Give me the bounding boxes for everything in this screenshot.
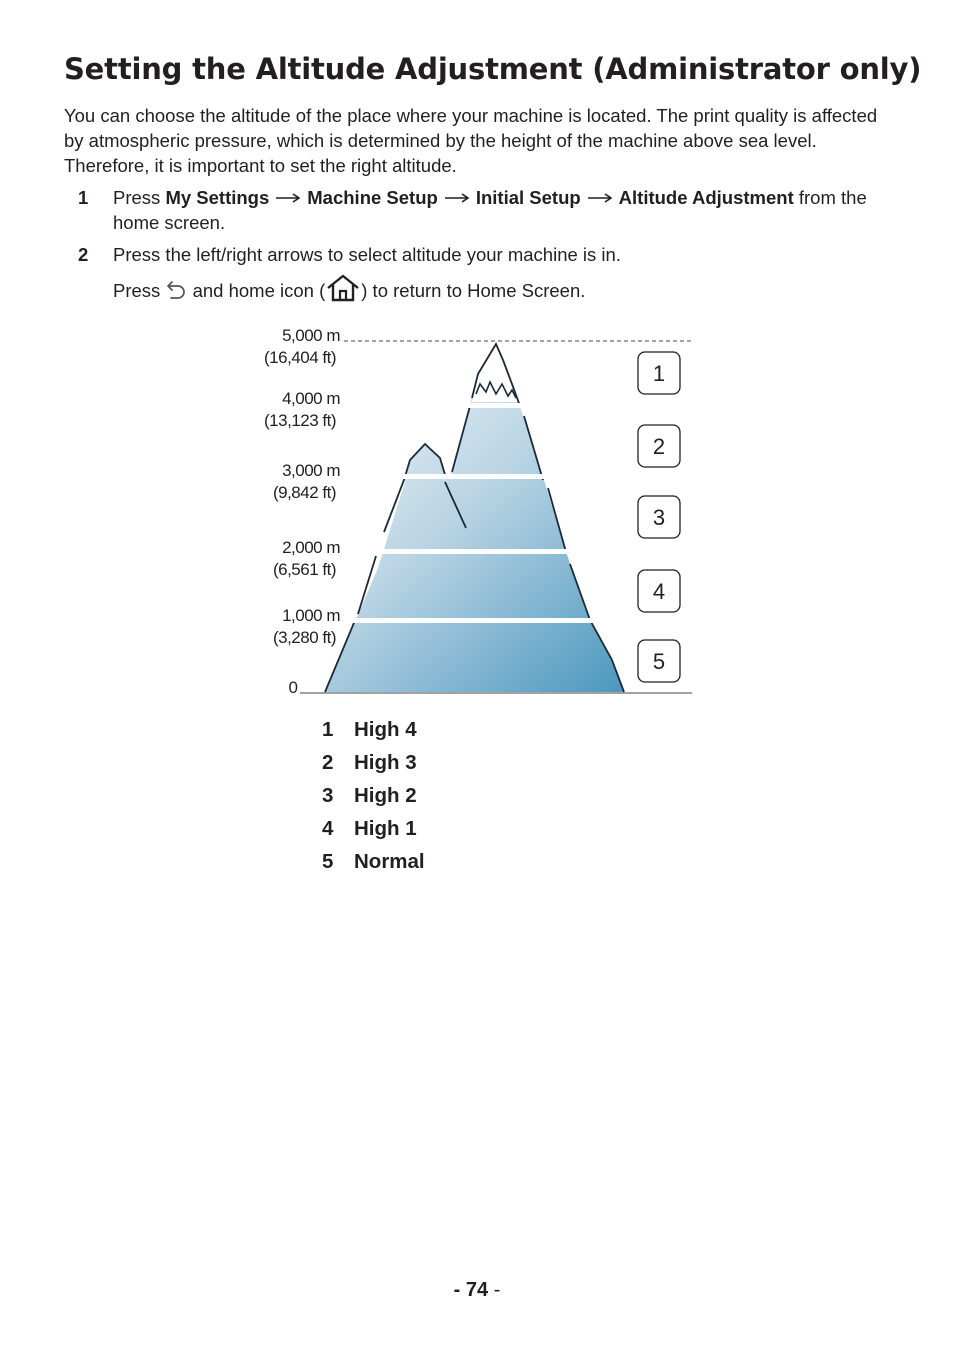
legend-item xyxy=(322,812,425,845)
step-prefix: Press xyxy=(113,187,166,208)
legend-number: 4 xyxy=(322,817,334,840)
svg-text:1: 1 xyxy=(652,361,666,386)
step-text-part: Press xyxy=(113,280,166,301)
step-text-part: ) to return to Home Screen. xyxy=(361,280,586,301)
home-icon xyxy=(325,274,361,308)
badge-2 xyxy=(638,425,680,467)
band-separator xyxy=(360,549,590,554)
menu-machine-setup: Machine Setup xyxy=(307,187,438,208)
altitude-diagram xyxy=(0,320,954,700)
legend-number: 5 xyxy=(322,850,334,873)
altitude-legend xyxy=(322,713,425,878)
legend-number: 2 xyxy=(322,751,334,774)
altitude-label-m: 1,000 m xyxy=(282,606,340,625)
legend-label: High 3 xyxy=(354,751,417,774)
right-arrow-icon xyxy=(444,185,470,210)
altitude-label-m: 2,000 m xyxy=(282,538,340,557)
right-arrow-icon xyxy=(275,185,301,210)
legend-label: Normal xyxy=(354,850,425,873)
legend-item xyxy=(322,713,425,746)
page-title: Setting the Altitude Adjustment (Administrator only) xyxy=(64,52,922,86)
step-number: 2 xyxy=(78,244,89,265)
menu-my-settings: My Settings xyxy=(165,187,270,208)
svg-text:3: 3 xyxy=(652,505,666,530)
altitude-label-ft: (13,123 ft) xyxy=(264,411,336,430)
step-suffix: from the home screen. xyxy=(113,187,867,233)
legend-number: 1 xyxy=(322,718,334,741)
legend-item xyxy=(322,746,425,779)
step-text-part: and home icon ( xyxy=(187,280,326,301)
altitude-label-ft: (6,561 ft) xyxy=(272,560,336,579)
legend-label: High 2 xyxy=(354,784,417,807)
badge-3 xyxy=(638,496,680,538)
legend-item xyxy=(322,779,425,812)
page-footer xyxy=(0,1279,954,1302)
svg-text:4: 4 xyxy=(652,579,666,604)
badge-1 xyxy=(638,352,680,394)
altitude-label-zero: 0 xyxy=(288,678,298,697)
legend-item xyxy=(322,845,425,878)
altitude-label-m: 4,000 m xyxy=(282,389,340,408)
page-number: 74 xyxy=(465,1279,489,1301)
step-text-line-2 xyxy=(113,274,893,308)
altitude-label-m: 5,000 m xyxy=(282,326,340,345)
legend-label: High 4 xyxy=(354,718,417,741)
right-arrow-icon xyxy=(587,185,613,210)
altitude-label-ft: (9,842 ft) xyxy=(272,483,336,502)
svg-text:5: 5 xyxy=(652,649,666,674)
altitude-label-ft: (3,280 ft) xyxy=(272,628,336,647)
badge-4 xyxy=(638,570,680,612)
menu-initial-setup: Initial Setup xyxy=(475,187,581,208)
svg-text:2: 2 xyxy=(652,434,666,459)
badge-5 xyxy=(638,640,680,682)
legend-label: High 1 xyxy=(354,817,417,840)
step-text: Press the left/right arrows to select altitude your machine is in. xyxy=(113,244,621,265)
back-arrow-icon xyxy=(165,278,187,308)
altitude-label-m: 3,000 m xyxy=(282,461,340,480)
page-number-dash: - xyxy=(453,1279,461,1301)
step-number: 1 xyxy=(78,187,89,208)
legend-number: 3 xyxy=(322,784,334,807)
band-separator xyxy=(440,403,560,408)
band-separator xyxy=(340,618,610,623)
band-separator xyxy=(370,474,570,479)
step-text xyxy=(113,185,893,235)
intro-paragraph: You can choose the altitude of the place where your machine is located. The print quality is affected by atmospheric pressure, which is determined by the height of the machine above sea level. Therefore, it is important to set the right altitude. xyxy=(64,105,878,176)
page-number-dash: - xyxy=(493,1279,501,1301)
menu-altitude-adjustment: Altitude Adjustment xyxy=(618,187,794,208)
altitude-label-ft: (16,404 ft) xyxy=(264,348,336,367)
